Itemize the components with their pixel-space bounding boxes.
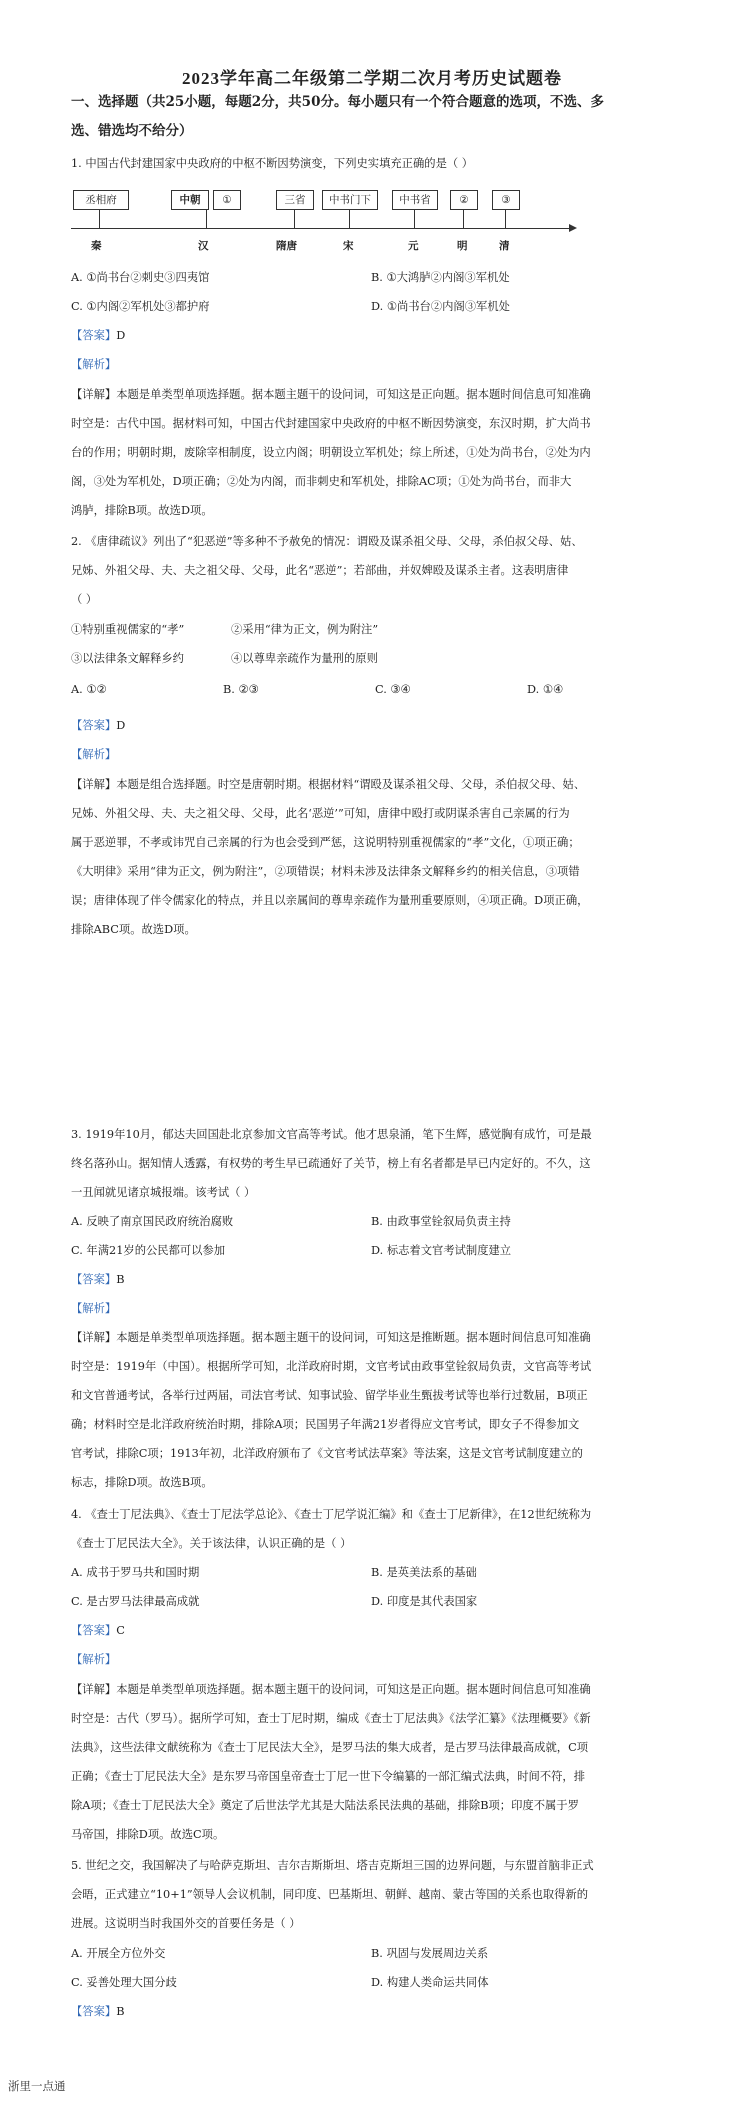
q3-detail-line-6: 标志，排除D项。故选B项。 (71, 1476, 213, 1489)
q1-stem: 1. 中国古代封建国家中央政府的中枢不断因势演变，下列史实填充正确的是（ ） (71, 157, 474, 170)
q3-option-b[interactable]: B. 由政事堂铨叙局负责主持 (371, 1215, 511, 1228)
q5-option-b[interactable]: B. 巩固与发展周边关系 (371, 1947, 489, 1960)
q5-option-d[interactable]: D. 构建人类命运共同体 (371, 1976, 489, 1989)
q1-timeline-diagram (71, 190, 591, 256)
timeline-arrow-icon (569, 224, 577, 232)
q1-answer-value: D (116, 329, 126, 342)
q2-items-row-2 (71, 644, 691, 673)
q4-options-row-2 (71, 1587, 691, 1616)
q1-option-a[interactable]: A. ①尚书台②刺史③四夷馆 (71, 271, 210, 284)
q1-analysis-tag: 【解析】 (71, 358, 117, 371)
q2-option-d[interactable]: D. ①④ (527, 683, 564, 696)
timeline-box-4: 三省 (276, 190, 314, 210)
q4-detail-text: 本题是单类型单项选择题。据本题主题干的设问词，可知这是正向题。据本题时间信息可知准确 (116, 1683, 591, 1696)
q2-detail-line-5: 误；唐律体现了伴令儒家化的特点，并且以亲属间的尊卑亲疏作为量刑重要原则，④项正确。D项正确， (71, 894, 589, 907)
era-label: 隋唐 (276, 240, 297, 252)
q4-analysis-tag: 【解析】 (71, 1653, 117, 1666)
q1-detail-line-3: 台的作用；明朝时期，废除宰相制度，设立内阁；明朝设立军机处；综上所述，①处为尚书台，②处为内 (71, 446, 591, 459)
q5-option-a[interactable]: A. 开展全方位外交 (71, 1947, 166, 1960)
answer-tag: 【答案】 (71, 1273, 117, 1286)
q4-answer-value: C (116, 1624, 125, 1637)
q5-options-row-1 (71, 1939, 691, 1968)
q2-stem-line-2: 兄姊、外祖父母、夫、夫之祖父母、父母，此名“恶逆”；若部曲，并奴婢殴及谋杀主者。这表明唐律 (71, 564, 569, 577)
q3-detail-line-1 (71, 1323, 691, 1352)
q2-option-a[interactable]: A. ①② (71, 683, 107, 696)
q2-item-3: ③以法律条文解释乡约 (71, 652, 184, 665)
q2-options-row (71, 675, 691, 704)
q3-answer-value: B (116, 1273, 125, 1286)
q4-detail-line-4: 正确；《查士丁尼民法大全》是东罗马帝国皇帝查士丁尼一世下令编纂的一部汇编式法典，时间不符，排 (71, 1770, 586, 1783)
answer-tag: 【答案】 (71, 329, 117, 342)
q5-stem-line-1: 5. 世纪之交，我国解决了与哈萨克斯坦、吉尔吉斯斯坦、塔吉克斯坦三国的边界问题，与东盟首脑非正式 (71, 1859, 594, 1872)
q5-option-c[interactable]: C. 妥善处理大国分歧 (71, 1976, 177, 1989)
q1-detail-line-5: 鸿胪，排除B项。故选D项。 (71, 504, 213, 517)
q3-answer (71, 1265, 125, 1294)
q1-option-c[interactable]: C. ①内阁②军机处③都护府 (71, 300, 210, 313)
q2-answer (71, 711, 125, 740)
q5-answer-value: B (116, 2005, 125, 2018)
q1-option-b[interactable]: B. ①大鸿胪②内阁③军机处 (371, 271, 510, 284)
q2-analysis-tag: 【解析】 (71, 748, 117, 761)
q5-options-row-2 (71, 1968, 691, 1997)
q3-detail-line-5: 官考试，排除C项；1913年初，北洋政府颁布了《文官考试法草案》等法案，这是文官考试制度建立的 (71, 1447, 583, 1460)
footer-watermark: 浙里一点通 (8, 2079, 66, 2093)
q3-stem-line-3: 一丑闻就见诸京城报端。该考试（ ） (71, 1186, 256, 1199)
timeline-box-5: 中书门下 (322, 190, 378, 210)
timeline-tick (99, 209, 100, 228)
timeline-box-6: 中书省 (392, 190, 438, 210)
q1-options-row-2 (71, 292, 691, 321)
q5-answer (71, 1997, 125, 2026)
answer-tag: 【答案】 (71, 1624, 117, 1637)
q4-detail-line-6: 马帝国，排除D项。故选C项。 (71, 1828, 225, 1841)
q1-detail-line-2: 时空是：古代中国。据材料可知，中国古代封建国家中央政府的中枢不断因势演变，东汉时期，扩大尚书 (71, 417, 591, 430)
q2-detail-line-2: 兄姊、外祖父母、夫、夫之祖父母、父母，此名‘恶逆’”可知，唐律中殴打或阴谋杀害自己亲属的行为 (71, 807, 570, 820)
q4-option-d[interactable]: D. 印度是其代表国家 (371, 1595, 478, 1608)
q2-option-c[interactable]: C. ③④ (375, 683, 411, 696)
q4-detail-line-3: 法典》，这些法律文献统称为《查士丁尼民法大全》，是罗马法的集大成者，是古罗马法律最高成就，C项 (71, 1741, 589, 1754)
q1-option-d[interactable]: D. ①尚书台②内阁③军机处 (371, 300, 510, 313)
answer-tag: 【答案】 (71, 719, 117, 732)
q2-item-4: ④以尊卑亲疏作为量刑的原则 (231, 652, 378, 665)
q1-answer (71, 321, 125, 350)
timeline-box-3: ① (213, 190, 241, 210)
q4-stem-line-1: 4. 《查士丁尼法典》、《查士丁尼法学总论》、《查士丁尼学说汇编》和《查士丁尼新律》，在12世纪统称为 (71, 1508, 592, 1521)
timeline-box-8: ③ (492, 190, 520, 210)
q1-detail-line-4: 阁，③处为军机处，D项正确；②处为内阁，而非刺史和军机处，排除AC项；①处为尚书台，而非大 (71, 475, 572, 488)
q2-detail-line-4: 《大明律》采用“律为正文，例为附注”，②项错误；材料未涉及法律条文解释乡约的相关信息，③项错 (71, 865, 580, 878)
timeline-tick (294, 209, 295, 228)
detail-tag: 【详解】 (71, 388, 117, 401)
detail-tag: 【详解】 (71, 778, 117, 791)
era-label: 宋 (343, 240, 354, 252)
q3-option-c[interactable]: C. 年满21岁的公民都可以参加 (71, 1244, 226, 1257)
timeline-box-2: 中朝 (171, 190, 209, 210)
q2-answer-value: D (116, 719, 126, 732)
q3-option-a[interactable]: A. 反映了南京国民政府统治腐败 (71, 1215, 234, 1228)
q3-detail-text: 本题是单类型单项选择题。据本题主题干的设问词，可知这是推断题。据本题时间信息可知准确 (116, 1331, 591, 1344)
era-label: 明 (457, 240, 468, 252)
era-label: 清 (499, 240, 510, 252)
q4-detail-line-5: 除A项；《查士丁尼民法大全》奠定了后世法学尤其是大陆法系民法典的基础，排除B项；印度不属于罗 (71, 1799, 579, 1812)
q2-detail-line-1 (71, 770, 691, 799)
q2-detail-line-6: 排除ABC项。故选D项。 (71, 923, 196, 936)
q1-detail-text: 本题是单类型单项选择题。据本题主题干的设问词，可知这是正向题。据本题时间信息可知准确 (116, 388, 591, 401)
q4-answer (71, 1616, 125, 1645)
q2-detail-line-3: 属于恶逆罪，不孝或讳咒自己亲属的行为也会受到严惩，这说明特别重视儒家的“孝”文化，①项正确； (71, 836, 580, 849)
detail-tag: 【详解】 (71, 1331, 117, 1344)
q2-stem-line-3: （ ） (71, 593, 98, 606)
timeline-tick (414, 209, 415, 228)
timeline-box-1: 丞相府 (73, 190, 129, 210)
timeline-axis (71, 228, 571, 229)
q3-stem-line-2: 终名落孙山。据知情人透露，有权势的考生早已疏通好了关节，榜上有名者都是早已内定好的。不久，这 (71, 1157, 591, 1170)
era-label: 汉 (198, 240, 209, 252)
q3-detail-line-4: 确；材料时空是北洋政府统治时期，排除A项；民国男子年满21岁者得应文官考试，即女子不得参加文 (71, 1418, 580, 1431)
q5-stem-line-2: 会晤，正式建立“10+1”领导人会议机制，同印度、巴基斯坦、朝鲜、越南、蒙古等国的关系也取得新的 (71, 1888, 589, 1901)
timeline-tick (505, 209, 506, 228)
q2-item-2: ②采用“律为正文，例为附注” (231, 623, 379, 636)
section-heading-line-1: 一、选择题（共25小题，每题2分，共50分。每小题只有一个符合题意的选项，不选、多 (71, 94, 604, 110)
q5-stem-line-3: 进展。这说明当时我国外交的首要任务是（ ） (71, 1917, 301, 1930)
q4-detail-line-1 (71, 1675, 691, 1704)
era-label: 秦 (91, 240, 102, 252)
timeline-box-7: ② (450, 190, 478, 210)
timeline-tick (463, 209, 464, 228)
q4-detail-line-2: 时空是：古代（罗马）。据所学可知，查士丁尼时期，编成《查士丁尼法典》《法学汇纂》《法理概要》《新 (71, 1712, 591, 1725)
q3-options-row-1 (71, 1207, 691, 1236)
q2-items-row-1 (71, 615, 691, 644)
q4-option-a[interactable]: A. 成书于罗马共和国时期 (71, 1566, 200, 1579)
q2-option-b[interactable]: B. ②③ (223, 683, 259, 696)
q3-option-d[interactable]: D. 标志着文官考试制度建立 (371, 1244, 512, 1257)
q2-detail-text: 本题是组合选择题。时空是唐朝时期。根据材料“谓殴及谋杀祖父母、父母，杀伯叔父母、姑、 (116, 778, 586, 791)
q2-stem-line-1: 2. 《唐律疏议》列出了“犯恶逆”等多种不予赦免的情况：谓殴及谋杀祖父母、父母，杀伯叔父母、姑、 (71, 535, 583, 548)
answer-tag: 【答案】 (71, 2005, 117, 2018)
timeline-tick (206, 209, 207, 228)
timeline-tick (349, 209, 350, 228)
q4-stem-line-2: 《查士丁尼民法大全》。关于该法律，认识正确的是（ ） (71, 1537, 352, 1550)
q3-stem-line-1: 3. 1919年10月，郁达夫回国赴北京参加文官高等考试。他才思泉涌，笔下生辉，感觉胸有成竹，可是最 (71, 1128, 592, 1141)
q4-options-row-1 (71, 1558, 691, 1587)
page-title: 2023学年高二年级第二学期二次月考历史试题卷 (182, 69, 562, 88)
q1-detail-line-1 (71, 380, 691, 409)
section-heading-line-2: 选、错选均不给分） (71, 123, 193, 139)
q1-options-row-1 (71, 263, 691, 292)
q3-options-row-2 (71, 1236, 691, 1265)
detail-tag: 【详解】 (71, 1683, 117, 1696)
era-label: 元 (408, 240, 419, 252)
q3-analysis-tag: 【解析】 (71, 1302, 117, 1315)
q4-option-c[interactable]: C. 是古罗马法律最高成就 (71, 1595, 200, 1608)
q3-detail-line-2: 时空是：1919年（中国）。根据所学可知，北洋政府时期，文官考试由政事堂铨叙局负责，文官高等考试 (71, 1360, 592, 1373)
q4-option-b[interactable]: B. 是英美法系的基础 (371, 1566, 477, 1579)
q3-detail-line-3: 和文官普通考试，各举行过两届，司法官考试、知事试验、留学毕业生甄拔考试等也举行过数届，B项正 (71, 1389, 588, 1402)
q2-item-1: ①特别重视儒家的“孝” (71, 623, 185, 636)
